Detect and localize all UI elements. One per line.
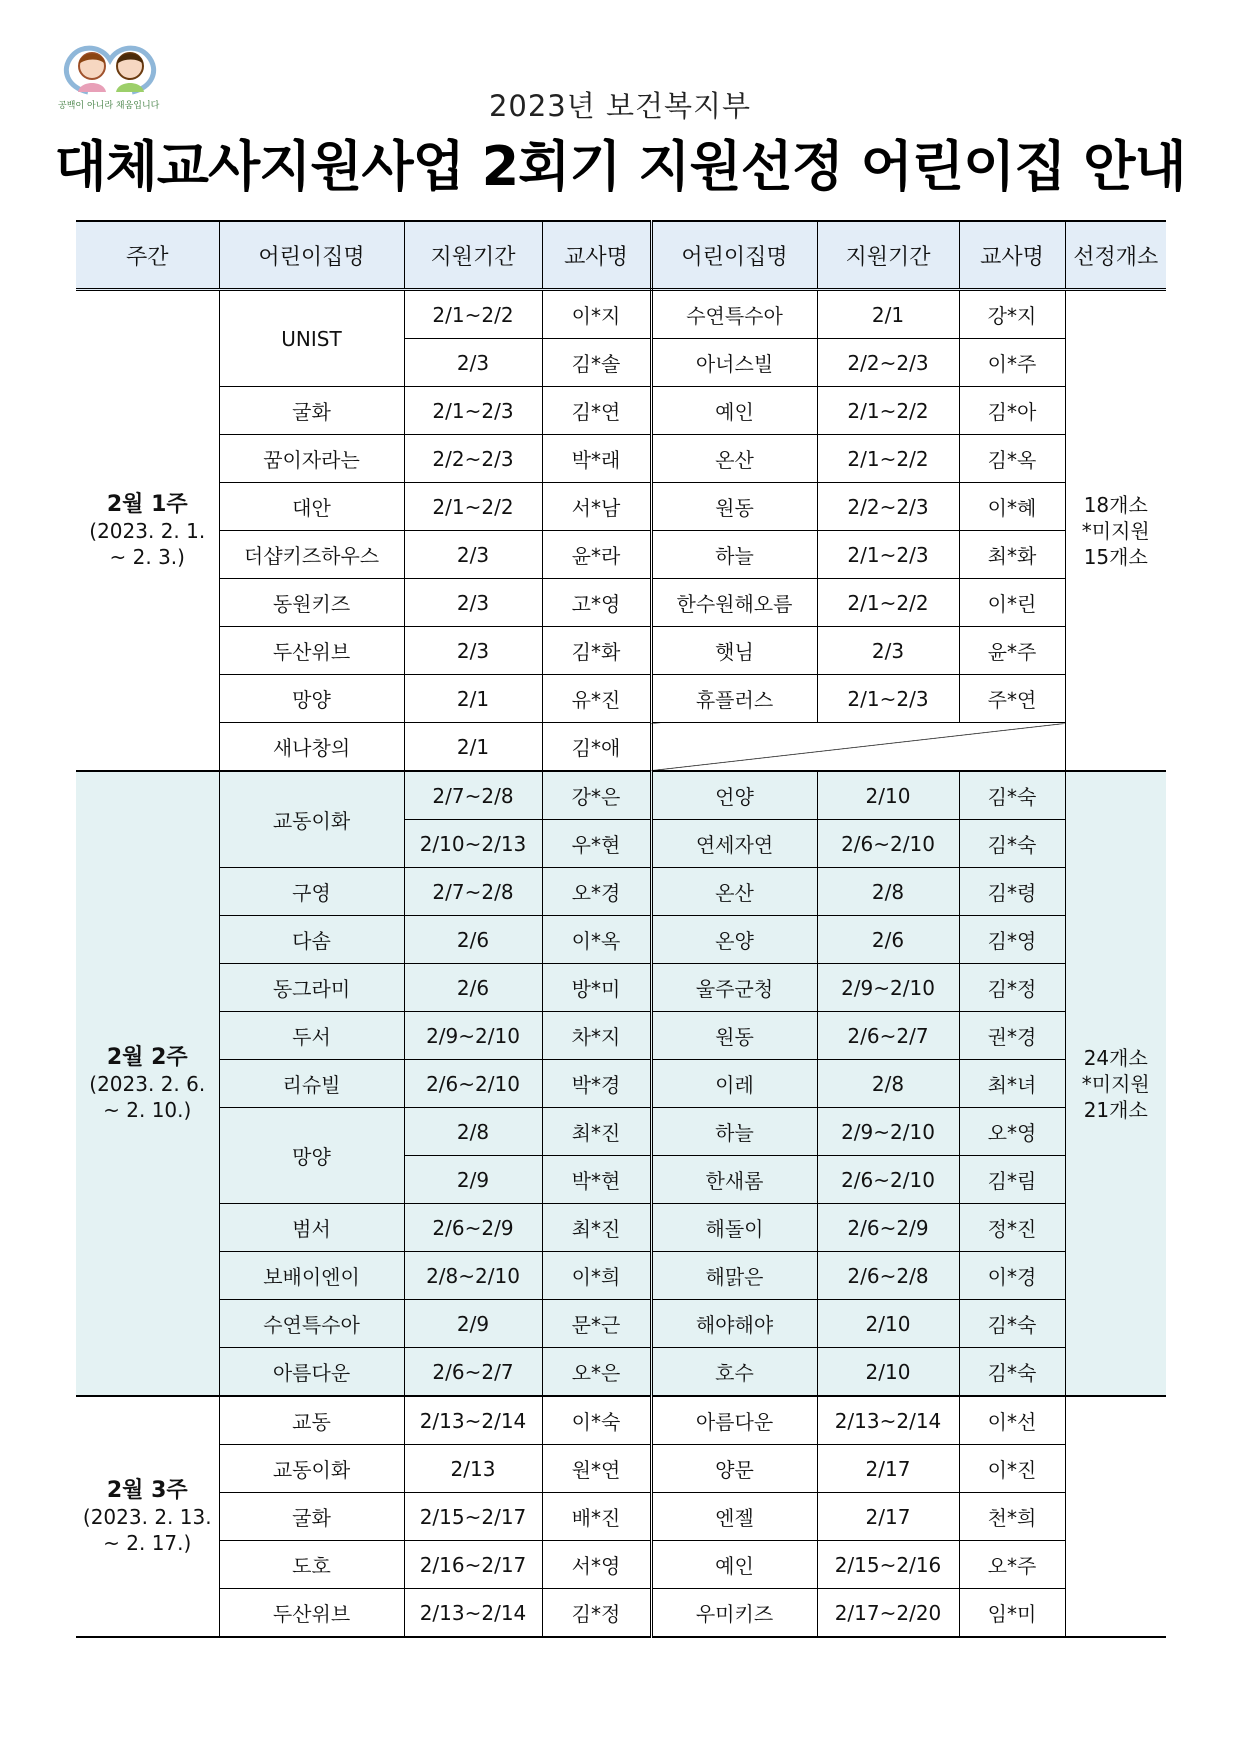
period-cell: 2/6: [404, 916, 542, 964]
table-row: [76, 1396, 1166, 1445]
period-cell: 2/6~2/7: [817, 1012, 959, 1060]
teacher-cell: 김*정: [959, 964, 1065, 1012]
period-cell: 2/8~2/10: [404, 1252, 542, 1300]
table-row: [76, 435, 1166, 483]
teacher-cell: 천*희: [959, 1493, 1065, 1541]
center-cell: 엔젤: [651, 1493, 817, 1541]
center-cell: 대안: [219, 483, 404, 531]
col-period-2: 지원기간: [817, 221, 959, 290]
period-cell: 2/15~2/16: [817, 1541, 959, 1589]
empty-diagonal-cell: [651, 723, 1065, 772]
table-row: [76, 627, 1166, 675]
center-cell: UNIST: [219, 290, 404, 387]
teacher-cell: 김*숙: [959, 1348, 1065, 1397]
period-cell: 2/1~2/2: [404, 483, 542, 531]
period-cell: 2/9~2/10: [404, 1012, 542, 1060]
center-cell: 양문: [651, 1445, 817, 1493]
center-cell: 보배이엔이: [219, 1252, 404, 1300]
period-cell: 2/6: [817, 916, 959, 964]
center-cell: 예인: [651, 1541, 817, 1589]
header-row: [76, 221, 1166, 290]
teacher-cell: 김*애: [542, 723, 651, 772]
teacher-cell: 김*옥: [959, 435, 1065, 483]
period-cell: 2/2~2/3: [817, 339, 959, 387]
period-cell: 2/6~2/9: [817, 1204, 959, 1252]
period-cell: 2/10: [817, 1348, 959, 1397]
table-row: [76, 1493, 1166, 1541]
table-row: [76, 771, 1166, 820]
center-cell: 두산위브: [219, 1589, 404, 1638]
col-center: 어린이집명: [219, 221, 404, 290]
center-cell: 울주군청: [651, 964, 817, 1012]
teacher-cell: 윤*주: [959, 627, 1065, 675]
teacher-cell: 김*숙: [959, 1300, 1065, 1348]
col-period: 지원기간: [404, 221, 542, 290]
teacher-cell: 배*진: [542, 1493, 651, 1541]
teacher-cell: 주*연: [959, 675, 1065, 723]
teacher-cell: 김*영: [959, 916, 1065, 964]
period-cell: 2/8: [817, 1060, 959, 1108]
center-cell: 꿈이자라는: [219, 435, 404, 483]
logo-slogan: 공백이 아니라 채움입니다: [58, 101, 160, 111]
teacher-cell: 이*경: [959, 1252, 1065, 1300]
period-cell: 2/9~2/10: [817, 1108, 959, 1156]
center-cell: 이레: [651, 1060, 817, 1108]
teacher-cell: 오*경: [542, 868, 651, 916]
teacher-cell: 오*주: [959, 1541, 1065, 1589]
center-cell: 구영: [219, 868, 404, 916]
week-cell: 2월 3주 (2023. 2. 13. ~ 2. 17.): [76, 1396, 219, 1637]
period-cell: 2/6~2/10: [817, 1156, 959, 1204]
teacher-cell: 우*현: [542, 820, 651, 868]
period-cell: 2/9: [404, 1156, 542, 1204]
teacher-cell: 이*숙: [542, 1396, 651, 1445]
page-subtitle: 2023년 보건복지부: [488, 89, 752, 123]
center-cell: 범서: [219, 1204, 404, 1252]
teacher-cell: 김*화: [542, 627, 651, 675]
center-cell: 우미키즈: [651, 1589, 817, 1638]
col-count: 선정개소: [1065, 221, 1166, 290]
table-row: [76, 1252, 1166, 1300]
center-cell: 언양: [651, 771, 817, 820]
period-cell: 2/17: [817, 1445, 959, 1493]
period-cell: 2/10: [817, 1300, 959, 1348]
period-cell: 2/8: [404, 1108, 542, 1156]
period-cell: 2/9: [404, 1300, 542, 1348]
teacher-cell: 권*경: [959, 1012, 1065, 1060]
teacher-cell: 이*주: [959, 339, 1065, 387]
center-cell: 교동: [219, 1396, 404, 1445]
period-cell: 2/13~2/14: [817, 1396, 959, 1445]
teacher-cell: 이*옥: [542, 916, 651, 964]
period-cell: 2/6~2/8: [817, 1252, 959, 1300]
period-cell: 2/3: [404, 531, 542, 579]
col-week: 주간: [76, 221, 219, 290]
center-cell: 수연특수아: [651, 290, 817, 339]
center-cell: 굴화: [219, 387, 404, 435]
teacher-cell: 고*영: [542, 579, 651, 627]
center-cell: 두서: [219, 1012, 404, 1060]
period-cell: 2/3: [404, 627, 542, 675]
table-row: [76, 1445, 1166, 1493]
teacher-cell: 서*남: [542, 483, 651, 531]
center-cell: 한새롬: [651, 1156, 817, 1204]
center-cell: 동그라미: [219, 964, 404, 1012]
center-cell: 아름다운: [219, 1348, 404, 1397]
period-cell: 2/3: [404, 339, 542, 387]
period-cell: 2/8: [817, 868, 959, 916]
col-teacher: 교사명: [542, 221, 651, 290]
period-cell: 2/1~2/3: [404, 387, 542, 435]
table-row: [76, 1300, 1166, 1348]
teacher-cell: 오*은: [542, 1348, 651, 1397]
table-row: [76, 1204, 1166, 1252]
table-row: [76, 1541, 1166, 1589]
table-row: [76, 868, 1166, 916]
teacher-cell: 김*연: [542, 387, 651, 435]
period-cell: 2/17~2/20: [817, 1589, 959, 1638]
count-cell: 18개소 *미지원 15개소: [1065, 290, 1166, 772]
teacher-cell: 윤*라: [542, 531, 651, 579]
teacher-cell: 임*미: [959, 1589, 1065, 1638]
period-cell: 2/1~2/3: [817, 675, 959, 723]
table-row: [76, 579, 1166, 627]
center-cell: 한수원해오름: [651, 579, 817, 627]
teacher-cell: 정*진: [959, 1204, 1065, 1252]
table-row: [76, 1348, 1166, 1397]
center-cell: 새나창의: [219, 723, 404, 772]
period-cell: 2/9~2/10: [817, 964, 959, 1012]
center-cell: 도호: [219, 1541, 404, 1589]
period-cell: 2/1~2/2: [404, 290, 542, 339]
teacher-cell: 김*숙: [959, 820, 1065, 868]
teacher-cell: 박*래: [542, 435, 651, 483]
teacher-cell: 차*지: [542, 1012, 651, 1060]
teacher-cell: 김*숙: [959, 771, 1065, 820]
teacher-cell: 서*영: [542, 1541, 651, 1589]
period-cell: 2/6~2/10: [817, 820, 959, 868]
center-cell: 다솜: [219, 916, 404, 964]
teacher-cell: 이*혜: [959, 483, 1065, 531]
table-row: [76, 387, 1166, 435]
period-cell: 2/13: [404, 1445, 542, 1493]
period-cell: 2/1: [404, 675, 542, 723]
center-cell: 온산: [651, 868, 817, 916]
center-cell: 휴플러스: [651, 675, 817, 723]
table-row: [76, 916, 1166, 964]
center-cell: 리슈빌: [219, 1060, 404, 1108]
teacher-cell: 오*영: [959, 1108, 1065, 1156]
teacher-cell: 원*연: [542, 1445, 651, 1493]
teacher-cell: 이*희: [542, 1252, 651, 1300]
center-cell: 호수: [651, 1348, 817, 1397]
table-row: [76, 1589, 1166, 1638]
teacher-cell: 문*근: [542, 1300, 651, 1348]
table-row: [76, 1012, 1166, 1060]
count-cell: [1065, 1396, 1166, 1637]
period-cell: 2/1~2/3: [817, 531, 959, 579]
period-cell: 2/13~2/14: [404, 1396, 542, 1445]
period-cell: 2/6: [404, 964, 542, 1012]
teacher-cell: 이*진: [959, 1445, 1065, 1493]
center-cell: 수연특수아: [219, 1300, 404, 1348]
count-cell: 24개소 *미지원 21개소: [1065, 771, 1166, 1396]
period-cell: 2/7~2/8: [404, 771, 542, 820]
teacher-cell: 김*솔: [542, 339, 651, 387]
teacher-cell: 김*아: [959, 387, 1065, 435]
period-cell: 2/1~2/2: [817, 579, 959, 627]
center-cell: 두산위브: [219, 627, 404, 675]
table-row: [76, 483, 1166, 531]
period-cell: 2/2~2/3: [404, 435, 542, 483]
center-cell: 햇님: [651, 627, 817, 675]
teacher-cell: 강*은: [542, 771, 651, 820]
teacher-cell: 최*진: [542, 1204, 651, 1252]
center-cell: 원동: [651, 1012, 817, 1060]
teacher-cell: 방*미: [542, 964, 651, 1012]
teacher-cell: 최*진: [542, 1108, 651, 1156]
center-cell: 망양: [219, 1108, 404, 1204]
period-cell: 2/6~2/9: [404, 1204, 542, 1252]
teacher-cell: 강*지: [959, 290, 1065, 339]
period-cell: 2/13~2/14: [404, 1589, 542, 1638]
period-cell: 2/1~2/2: [817, 387, 959, 435]
selection-table: [76, 220, 1166, 1638]
center-cell: 온양: [651, 916, 817, 964]
teacher-cell: 김*림: [959, 1156, 1065, 1204]
teacher-cell: 박*현: [542, 1156, 651, 1204]
page-title: 대체교사지원사업 2회기 지원선정 어린이집 안내: [54, 135, 1186, 198]
table-row: [76, 723, 1166, 772]
teacher-cell: 박*경: [542, 1060, 651, 1108]
center-cell: 망양: [219, 675, 404, 723]
week-cell: 2월 2주 (2023. 2. 6. ~ 2. 10.): [76, 771, 219, 1396]
period-cell: 2/16~2/17: [404, 1541, 542, 1589]
center-cell: 하늘: [651, 531, 817, 579]
period-cell: 2/1: [404, 723, 542, 772]
period-cell: 2/6~2/7: [404, 1348, 542, 1397]
center-cell: 온산: [651, 435, 817, 483]
period-cell: 2/7~2/8: [404, 868, 542, 916]
table-row: [76, 1060, 1166, 1108]
teacher-cell: 최*녀: [959, 1060, 1065, 1108]
center-cell: 연세자연: [651, 820, 817, 868]
table-row: [76, 290, 1166, 339]
period-cell: 2/6~2/10: [404, 1060, 542, 1108]
teacher-cell: 김*령: [959, 868, 1065, 916]
period-cell: 2/10: [817, 771, 959, 820]
period-cell: 2/17: [817, 1493, 959, 1541]
center-cell: 아름다운: [651, 1396, 817, 1445]
center-cell: 해맑은: [651, 1252, 817, 1300]
center-cell: 교동이화: [219, 1445, 404, 1493]
center-cell: 해야해야: [651, 1300, 817, 1348]
center-cell: 하늘: [651, 1108, 817, 1156]
week-cell: 2월 1주 (2023. 2. 1. ~ 2. 3.): [76, 290, 219, 772]
col-teacher-2: 교사명: [959, 221, 1065, 290]
table-row: [76, 675, 1166, 723]
teacher-cell: 김*정: [542, 1589, 651, 1638]
teacher-cell: 유*진: [542, 675, 651, 723]
teacher-cell: 최*화: [959, 531, 1065, 579]
center-cell: 더샵키즈하우스: [219, 531, 404, 579]
teacher-cell: 이*선: [959, 1396, 1065, 1445]
period-cell: 2/1: [817, 290, 959, 339]
period-cell: 2/10~2/13: [404, 820, 542, 868]
center-cell: 동원키즈: [219, 579, 404, 627]
center-cell: 아너스빌: [651, 339, 817, 387]
teacher-cell: 이*린: [959, 579, 1065, 627]
teacher-cell: 이*지: [542, 290, 651, 339]
period-cell: 2/3: [404, 579, 542, 627]
period-cell: 2/1~2/2: [817, 435, 959, 483]
period-cell: 2/3: [817, 627, 959, 675]
table-row: [76, 1108, 1166, 1156]
col-center-2: 어린이집명: [651, 221, 817, 290]
center-cell: 해돌이: [651, 1204, 817, 1252]
center-cell: 원동: [651, 483, 817, 531]
center-cell: 예인: [651, 387, 817, 435]
period-cell: 2/2~2/3: [817, 483, 959, 531]
center-cell: 교동이화: [219, 771, 404, 868]
table-row: [76, 964, 1166, 1012]
table-row: [76, 531, 1166, 579]
period-cell: 2/15~2/17: [404, 1493, 542, 1541]
center-cell: 굴화: [219, 1493, 404, 1541]
